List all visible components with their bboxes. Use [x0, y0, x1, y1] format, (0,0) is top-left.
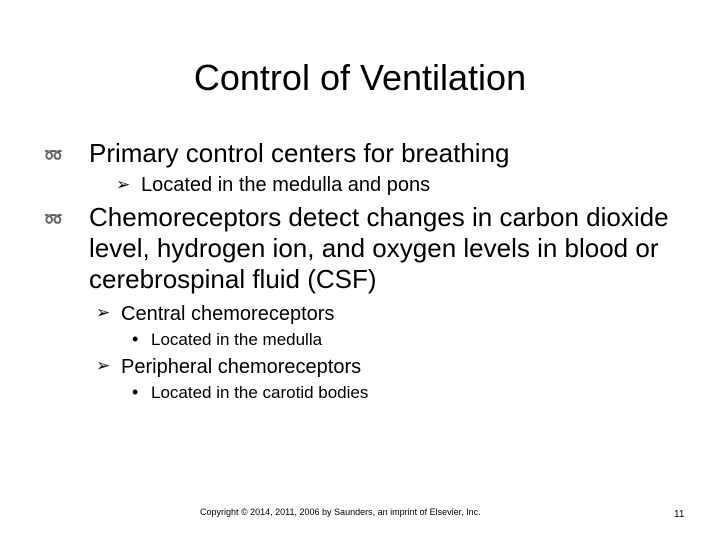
arrowhead-bullet-icon: ➢ [96, 356, 111, 375]
arrowhead-bullet-icon: ➢ [116, 175, 131, 194]
arrowhead-bullet-icon: ➢ [96, 303, 111, 322]
subitem-central-chemoreceptors: Central chemoreceptors [121, 303, 335, 325]
curl-bullet-icon: ➿ [44, 147, 63, 164]
subitem-peripheral-chemoreceptors: Peripheral chemoreceptors [121, 356, 362, 378]
slide-title: Control of Ventilation [193, 57, 527, 98]
bullet-primary-control: Primary control centers for breathing [89, 138, 510, 168]
slide-number: 11 [674, 509, 685, 520]
bullet-chemoreceptors: Chemoreceptors detect changes in carbon dioxide level, hydrogen ion, and oxygen levels in blood or cerebrospinal fluid (CSF) [89, 202, 669, 294]
detail-located-medulla: Located in the medulla [151, 330, 323, 349]
dot-bullet-icon: • [132, 329, 139, 349]
subitem-medulla-pons: Located in the medulla and pons [141, 174, 431, 196]
footer-copyright: Copyright © 2014, 2011, 2006 by Saunders, an imprint of Elsevier, Inc. [200, 507, 481, 517]
detail-carotid-bodies: Located in the carotid bodies [151, 383, 369, 402]
curl-bullet-icon: ➿ [44, 211, 63, 228]
dot-bullet-icon: • [132, 382, 139, 402]
